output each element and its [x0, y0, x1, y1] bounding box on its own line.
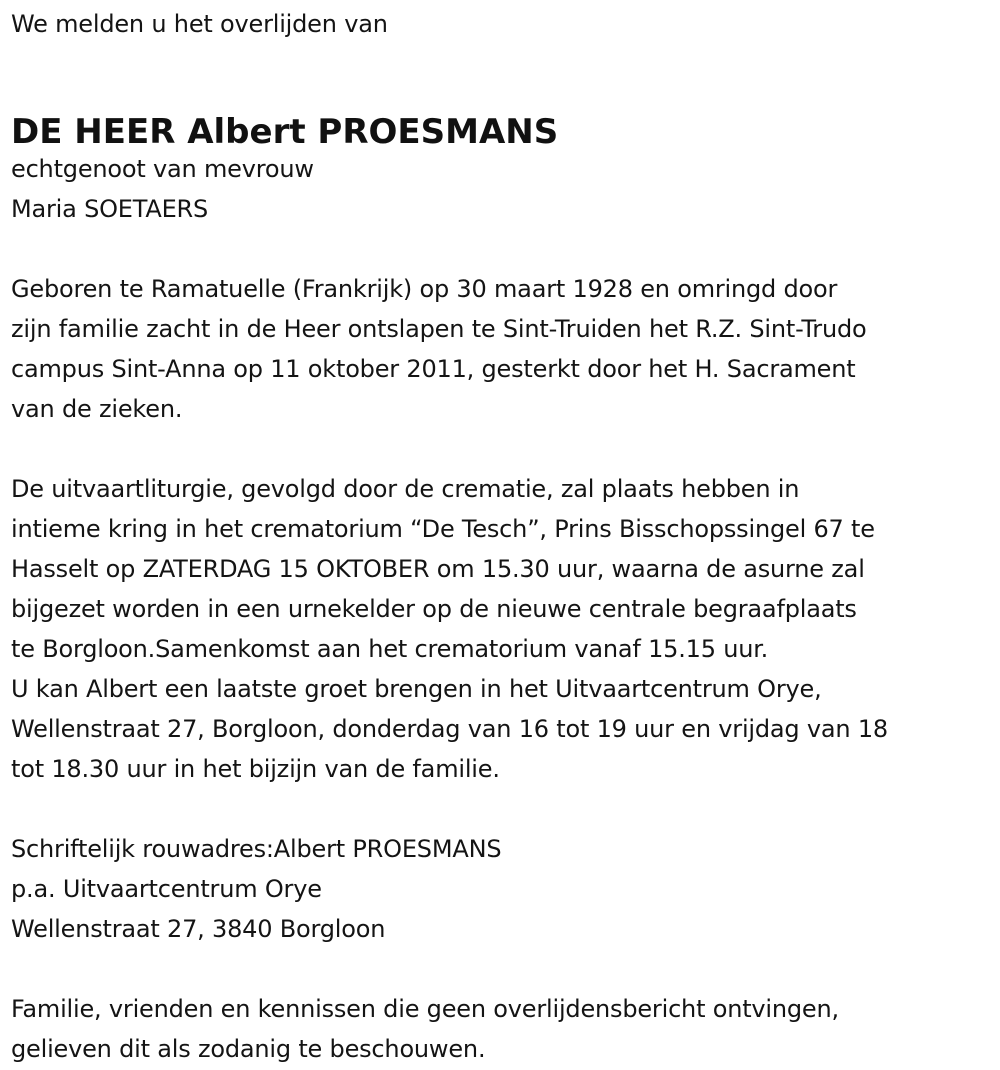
paragraph-line: intieme kring in het crematorium “De Tesch”, Prins Bisschopssingel 67 te [11, 514, 875, 543]
paragraph-line: gelieven dit als zodanig te beschouwen. [11, 1034, 486, 1063]
birth-paragraph [11, 269, 996, 429]
spacer [11, 429, 996, 469]
paragraph-line: Geboren te Ramatuelle (Frankrijk) op 30 maart 1928 en omringd door [11, 274, 838, 303]
paragraph-line: van de zieken. [11, 394, 183, 423]
paragraph-line: Hasselt op ZATERDAG 15 OKTOBER om 15.30 uur, waarna de asurne zal [11, 554, 865, 583]
paragraph-line: U kan Albert een laatste groet brengen in het Uitvaartcentrum Orye, [11, 674, 822, 703]
paragraph-line: Wellenstraat 27, Borgloon, donderdag van 16 tot 19 uur en vrijdag van 18 [11, 714, 888, 743]
spacer [11, 229, 996, 269]
funeral-paragraph [11, 469, 996, 789]
intro-text: We melden u het overlijden van [11, 10, 388, 38]
deceased-name-heading: DE HEER Albert PROESMANS [11, 111, 559, 152]
spacer [11, 949, 996, 989]
intro-line [11, 4, 996, 44]
paragraph-line: bijgezet worden in een urnekelder op de nieuwe centrale begraafplaats [11, 594, 857, 623]
paragraph-line: tot 18.30 uur in het bijzijn van de familie. [11, 754, 500, 783]
spouse-block [11, 149, 996, 229]
paragraph-line: campus Sint-Anna op 11 oktober 2011, gesterkt door het H. Sacrament [11, 354, 856, 383]
paragraph-line: De uitvaartliturgie, gevolgd door de crematie, zal plaats hebben in [11, 474, 800, 503]
address-line: Schriftelijk rouwadres:Albert PROESMANS [11, 834, 502, 863]
spacer [11, 789, 996, 829]
address-line: Wellenstraat 27, 3840 Borgloon [11, 914, 386, 943]
spouse-label: echtgenoot van mevrouw [11, 154, 314, 183]
closing-paragraph [11, 989, 996, 1069]
paragraph-line: Familie, vrienden en kennissen die geen overlijdensbericht ontvingen, [11, 994, 839, 1023]
mourning-address [11, 829, 996, 949]
spacer [11, 44, 996, 86]
paragraph-line: te Borgloon.Samenkomst aan het crematorium vanaf 15.15 uur. [11, 634, 769, 663]
death-notice [11, 4, 996, 1069]
spouse-name: Maria SOETAERS [11, 194, 209, 223]
address-line: p.a. Uitvaartcentrum Orye [11, 874, 322, 903]
paragraph-line: zijn familie zacht in de Heer ontslapen te Sint-Truiden het R.Z. Sint-Trudo [11, 314, 867, 343]
